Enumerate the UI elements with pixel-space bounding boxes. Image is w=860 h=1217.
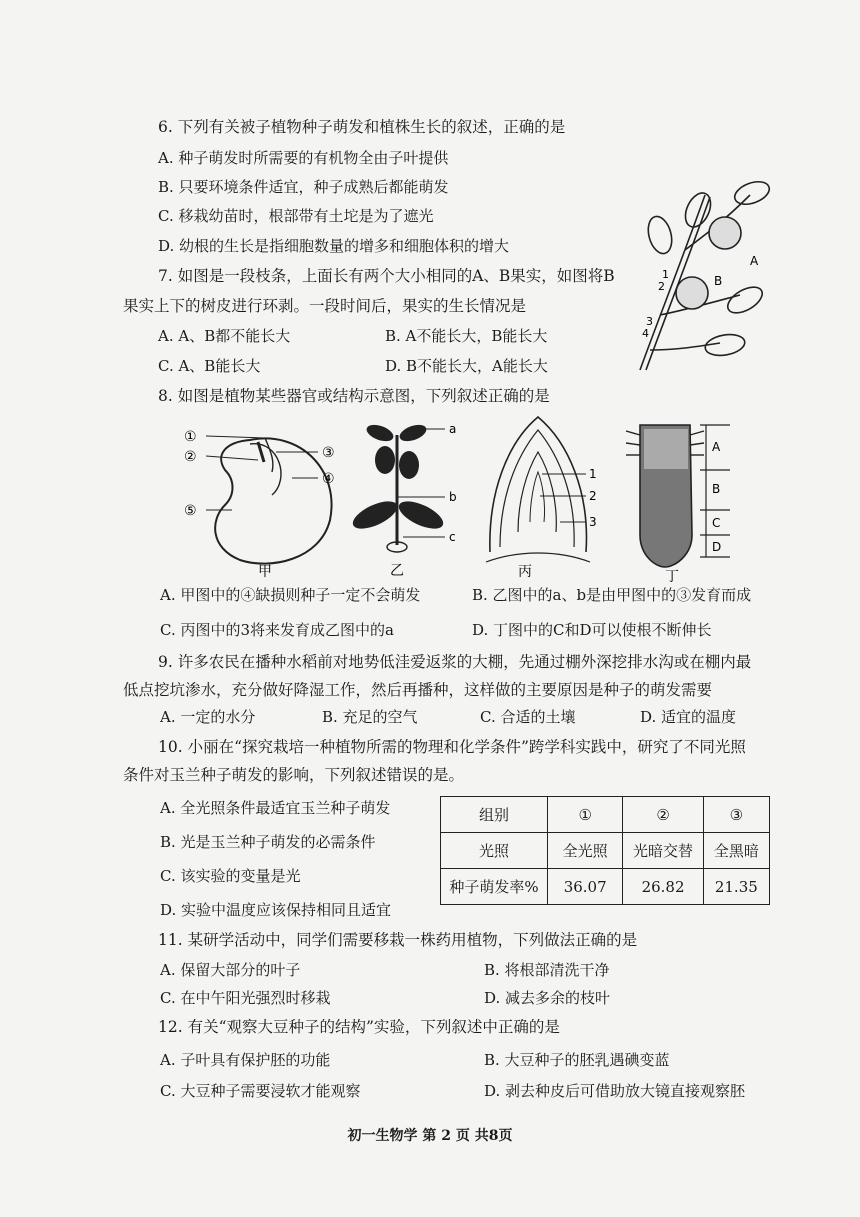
q9-option-c: C. 合适的土壤 (480, 708, 576, 726)
fig-label-b: B (714, 274, 723, 288)
q11-option-c: C. 在中午阳光强烈时移栽 (160, 989, 331, 1007)
table-cell: ② (623, 797, 703, 833)
bing-label-1: 1 (589, 467, 597, 481)
q6-option-d: D. 幼根的生长是指细胞数量的增多和细胞体积的增大 (158, 237, 510, 255)
q12-option-d: D. 剥去种皮后可借助放大镜直接观察胚 (484, 1082, 746, 1100)
jia-label-3: ③ (322, 445, 335, 461)
q8-stem: 8. 如图是植物某些器官或结构示意图，下列叙述正确的是 (158, 387, 550, 405)
q11-option-a: A. 保留大部分的叶子 (160, 961, 301, 979)
q7-option-d: D. B不能长大，A能长大 (385, 357, 548, 375)
table-cell: 光照 (441, 833, 548, 869)
q8-option-c: C. 丙图中的3将来发育成乙图中的a (160, 621, 394, 639)
bing-label-2: 2 (589, 489, 597, 503)
q6-option-c: C. 移栽幼苗时，根部带有土坨是为了遮光 (158, 207, 434, 225)
table-cell: 全光照 (547, 833, 623, 869)
caption-ding: 丁 (665, 569, 679, 583)
page-footer: 初一生物学 第 2 页 共8页 (347, 1128, 513, 1144)
ding-label-a: A (712, 440, 721, 454)
q7-option-a: A. A、B都不能长大 (158, 327, 291, 345)
q6-option-b: B. 只要环境条件适宜，种子成熟后都能萌发 (158, 178, 449, 196)
figure-jia-seed (180, 420, 350, 580)
fig-label-a: A (750, 254, 759, 268)
fig-label-1: 1 (662, 268, 669, 281)
yi-label-b: b (449, 490, 457, 504)
table-row (441, 833, 770, 869)
q10-option-d: D. 实验中温度应该保持相同且适宜 (160, 901, 392, 919)
q6-option-a: A. 种子萌发时所需要的有机物全由子叶提供 (158, 149, 449, 167)
caption-bing: 丙 (518, 564, 532, 580)
jia-label-4: ④ (322, 471, 335, 487)
q9-option-d: D. 适宜的温度 (640, 708, 737, 726)
figure-yi-seedling (345, 415, 475, 580)
table-cell: 21.35 (703, 869, 769, 905)
q9-option-a: A. 一定的水分 (160, 708, 256, 726)
q10-stem-line1: 10. 小丽在“探究栽培一种植物所需的物理和化学条件”跨学科实践中，研究了不同光照 (158, 738, 746, 756)
fig-label-3: 3 (646, 315, 653, 328)
q8-option-d: D. 丁图中的C和D可以使根不断伸长 (472, 621, 712, 639)
q12-option-c: C. 大豆种子需要浸软才能观察 (160, 1082, 361, 1100)
caption-jia: 甲 (258, 564, 272, 580)
q7-option-c: C. A、B能长大 (158, 357, 261, 375)
table-cell: 组别 (441, 797, 548, 833)
q10-option-b: B. 光是玉兰种子萌发的必需条件 (160, 833, 376, 851)
q11-option-d: D. 减去多余的枝叶 (484, 989, 611, 1007)
yi-label-a: a (449, 422, 457, 436)
bing-label-3: 3 (589, 515, 597, 529)
ding-label-c: C (712, 516, 721, 530)
q10-stem-line2: 条件对玉兰种子萌发的影响，下列叙述错误的是。 (123, 766, 465, 784)
q9-option-b: B. 充足的空气 (322, 708, 418, 726)
table-cell: 光暗交替 (623, 833, 703, 869)
yi-label-c: c (449, 530, 456, 544)
jia-label-5: ⑤ (184, 503, 197, 519)
q8-option-a: A. 甲图中的④缺损则种子一定不会萌发 (160, 586, 421, 604)
q6-stem: 6. 下列有关被子植物种子萌发和植株生长的叙述，正确的是 (158, 118, 566, 136)
q9-stem-line1: 9. 许多农民在播种水稻前对地势低洼爱返浆的大棚，先通过棚外深挖排水沟或在棚内最 (158, 653, 752, 671)
table-cell: 36.07 (547, 869, 623, 905)
q10-option-a: A. 全光照条件最适宜玉兰种子萌发 (160, 799, 391, 817)
table-row (441, 797, 770, 833)
q8-option-b: B. 乙图中的a、b是由甲图中的③发育而成 (472, 586, 752, 604)
q7-stem-line2: 果实上下的树皮进行环剥。一段时间后，果实的生长情况是 (123, 297, 527, 315)
q12-option-b: B. 大豆种子的胚乳遇碘变蓝 (484, 1051, 670, 1069)
q11-stem: 11. 某研学活动中，同学们需要移栽一株药用植物，下列做法正确的是 (158, 931, 638, 949)
q7-stem-line1: 7. 如图是一段枝条，上面长有两个大小相同的A、B果实，如图将B (158, 267, 615, 285)
q9-stem-line2: 低点挖坑渗水，充分做好降湿工作，然后再播种，这样做的主要原因是种子的萌发需要 (123, 681, 713, 699)
q10-option-c: C. 该实验的变量是光 (160, 867, 301, 885)
fig-label-2: 2 (658, 280, 665, 293)
q12-stem: 12. 有关“观察大豆种子的结构”实验，下列叙述中正确的是 (158, 1018, 560, 1036)
fig-label-4: 4 (642, 327, 649, 340)
table-cell: ③ (703, 797, 769, 833)
table-row (441, 869, 770, 905)
figure-bing-bud (478, 412, 608, 580)
germination-table (440, 796, 770, 905)
table-cell: ① (547, 797, 623, 833)
table-cell: 种子萌发率% (441, 869, 548, 905)
q12-option-a: A. 子叶具有保护胚的功能 (160, 1051, 331, 1069)
fruit-b (676, 277, 708, 309)
branch-figure (630, 175, 775, 375)
caption-yi: 乙 (390, 563, 404, 579)
fruit-a (709, 217, 741, 249)
table-cell: 26.82 (623, 869, 703, 905)
ding-label-d: D (712, 540, 722, 554)
figure-ding-root-tip (620, 415, 745, 583)
jia-label-2: ② (184, 449, 197, 465)
jia-label-1: ① (184, 429, 197, 445)
table-cell: 全黑暗 (703, 833, 769, 869)
q11-option-b: B. 将根部清洗干净 (484, 961, 610, 979)
q7-option-b: B. A不能长大，B能长大 (385, 327, 548, 345)
ding-label-b: B (712, 482, 721, 496)
